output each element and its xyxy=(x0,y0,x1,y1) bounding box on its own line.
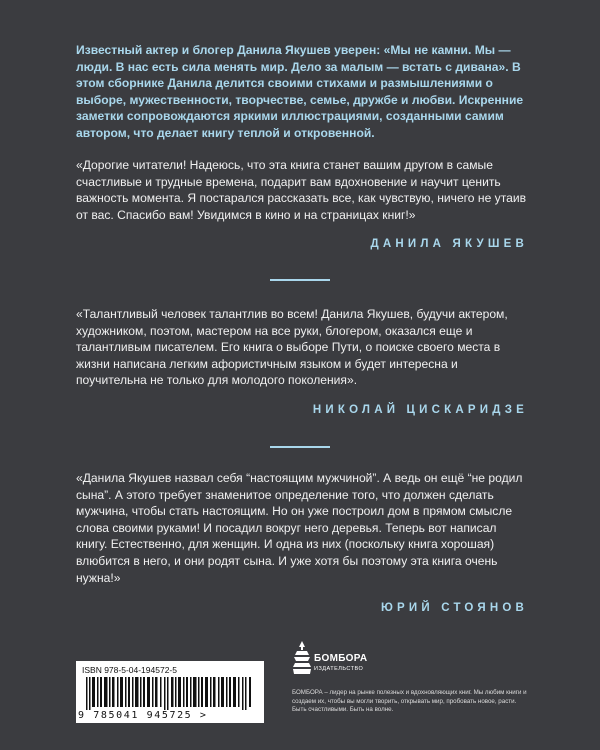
publisher-note: БОМБОРА – лидер на рынке полезных и вдохновляющих книг. Мы любим книги и создаем их, чтобы вы могли творить, открывать мир, пробовать новое, расти. Быть счастливыми. Быть на волне. xyxy=(292,689,527,714)
intro-paragraph: Известный актер и блогер Данила Якушев уверен: «Мы не камни. Мы — люди. В нас есть сила менять мир. Дело за малым — встать с дивана». В этом сборнике Данила делится своими стихами и размышлениями о выборе, мужественности, творчестве, семье, дружбе и любви. Искренние заметки сопровождаются яркими иллюстрациями, созданными самим автором, что делает книгу теплой и откровенной. xyxy=(76,43,524,140)
barcode-bars xyxy=(86,677,252,710)
barcode-digits: 9 785041 945725 > xyxy=(78,710,208,721)
divider-line xyxy=(270,446,330,448)
isbn-barcode xyxy=(76,661,264,723)
publisher-logo-icon xyxy=(292,641,312,677)
publisher-logo xyxy=(292,641,372,677)
quote-author-tsiskaridze: НИКОЛАЙ ЦИСКАРИДЗЕ xyxy=(312,404,528,416)
quote-tsiskaridze: «Талантливый человек талантлив во всем! Данила Якушев, будучи актером, художником, поэтом, мастером на все руки, блогером, оказался еще и талантливым писателем. Его книга о выборе Пути, о поиске своего места в жизни написана легким афористичным языком и будет интересна и поучительна не только для молодого поколения». xyxy=(76,307,508,388)
quote-author-yakushev: ДАНИЛА ЯКУШЕВ xyxy=(370,238,528,250)
quote-author-stoyanov: ЮРИЙ СТОЯНОВ xyxy=(380,602,528,614)
divider-line xyxy=(270,279,330,281)
publisher-name: БОМБОРА xyxy=(314,653,368,664)
quote-stoyanov: «Данила Якушев назвал себя “настоящим мужчиной”. А ведь он ещё “не родил сына”. А этого требует знаменитое определение того, что должен сделать мужчина, чтобы стать настоящим. Но он уже построил дом в прямом смысле слова своими руками! И посадил вокруг него деревья. Теперь вот написал книгу. Естественно, для женщин. И одна из них (поскольку книга хорошая) влюбится в него, и они родят сына. И уже хотя бы поэтому эта книга очень нужна!» xyxy=(76,471,523,585)
quote-yakushev: «Дорогие читатели! Надеюсь, что эта книга станет вашим другом в самые счастливые и трудные времена, подарит вам вдохновение и научит ценить важность момента. Я постарался рассказать все, как чувствую, ничего не утаив от вас. Спасибо вам! Увидимся в кино и на страницах книг!» xyxy=(76,158,527,222)
publisher-subtitle: ИЗДАТЕЛЬСТВО xyxy=(314,666,364,672)
isbn-number: ISBN 978-5-04-194572-5 xyxy=(82,665,177,675)
